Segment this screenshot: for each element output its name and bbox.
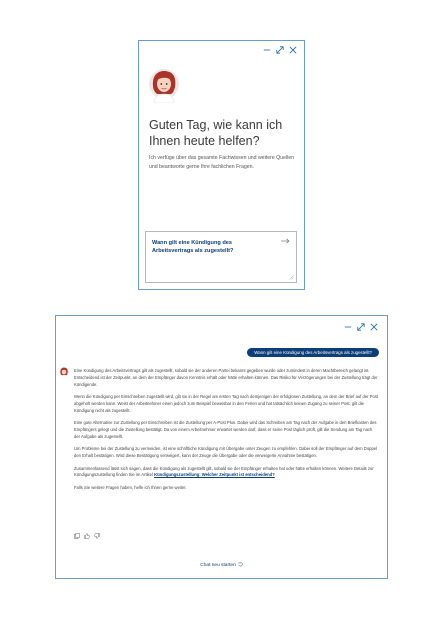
answer-paragraph: Eine Kündigung des Arbeitsvertrags gilt als zugestellt, sobald sie der anderen Partei bekannt gegeben wurde oder zumindest in deren Machtbereich gelangt ist. Entscheidend ist der Zeitpunkt, an dem der Empfänger davon Kenntnis erhält oder hätte erhalten können. Das Risiko für Verzögerungen bei der Zustellung trägt der Kündigende.	[74, 368, 378, 387]
resize-grip-icon[interactable]	[289, 275, 294, 280]
assistant-avatar	[149, 69, 179, 103]
user-message-bubble: Wann gilt eine Kündigung des Arbeitsvertrags als zugestellt?	[247, 348, 379, 357]
assistant-answer	[74, 368, 379, 497]
answer-paragraph	[74, 466, 379, 480]
question-input-value: Wann gilt eine Kündigung des Arbeitsvertrags als zugestellt?	[152, 240, 234, 254]
welcome-title: Guten Tag, wie kann ich Ihnen heute helfen?	[149, 118, 283, 148]
minimize-icon[interactable]	[262, 45, 272, 55]
article-link[interactable]: Kündigungszustellung: Welcher Zeitpunkt ist entscheidend?	[154, 472, 275, 478]
expand-icon[interactable]	[356, 322, 366, 332]
assistant-avatar-small	[59, 367, 69, 378]
answer-paragraph: Wenn die Kündigung per Einschreiben zugestellt wird, gilt sie in der Regel am ersten Tag nach demjenigen der erfolglosen Zustellung, an dem der Brief auf der Post abgeholt werden kann. Weist der Arbeitnehmer einen jedoch zum Beispiel beweisbar in den Ferien und hat tatsächlich keinen Zugang zu seiner Post, gilt die Kündigung nicht als zugestellt.	[74, 394, 379, 413]
answer-paragraph-text: Zusammenfassend lässt sich sagen, dass die Kündigung als zugestellt gilt, sobald sie der Empfänger erhalten hat oder hätte erhalten können. Weitere Details zur Kündigungszustellung finden Sie im Artikel	[74, 465, 374, 478]
close-icon[interactable]	[288, 45, 298, 55]
send-arrow-icon[interactable]	[281, 238, 290, 244]
minimize-icon[interactable]	[343, 322, 353, 332]
answer-paragraph: Falls Sie weitere Fragen haben, helfe ich Ihnen gerne weiter.	[74, 484, 187, 490]
window-controls	[262, 45, 298, 55]
chat-panel	[55, 315, 388, 579]
window-controls	[343, 322, 379, 332]
welcome-panel	[138, 40, 305, 290]
close-icon[interactable]	[369, 322, 379, 332]
thumbs-up-icon[interactable]	[84, 533, 90, 539]
answer-paragraph: Eine gute Alternative zur Zustellung per Einschreiben ist die Zustellung per A-Post Plus. Dabei wird das Schreiben am Tag nach der Aufgabe in den Briefkasten des Empfängers gelegt und die Zustellung bestätigt. Da von einem Arbeitnehmer erwartet werden darf, dass er seine Post täglich prüft, gilt die Sendung am Tag nach der Aufgabe als zugestellt.	[74, 420, 377, 440]
thumbs-down-icon[interactable]	[94, 533, 100, 539]
restart-chat-button[interactable]	[56, 562, 387, 568]
welcome-text: Ich verfüge über das gesamte Fachwissen und weitere Quellen und beantworte gerne Ihre fachlichen Fragen.	[149, 155, 295, 170]
restart-chat-label: Chat neu starten	[200, 562, 236, 568]
copy-icon[interactable]	[74, 533, 80, 539]
question-input[interactable]	[145, 231, 297, 283]
expand-icon[interactable]	[275, 45, 285, 55]
answer-paragraph: Um Probleme bei der Zustellung zu vermeiden, ist eine schriftliche Kündigung mit Übergabe unter Zeugen zu empfehlen. Dabei soll der Empfänger auf dem Doppel den Erhalt bestätigen. Wird diese Bestätigung verweigert, kann der Zeuge die Übergabe oder die verweigerte Annahme bestätigen.	[74, 446, 378, 459]
feedback-icons	[74, 533, 100, 539]
restart-icon	[238, 562, 243, 567]
